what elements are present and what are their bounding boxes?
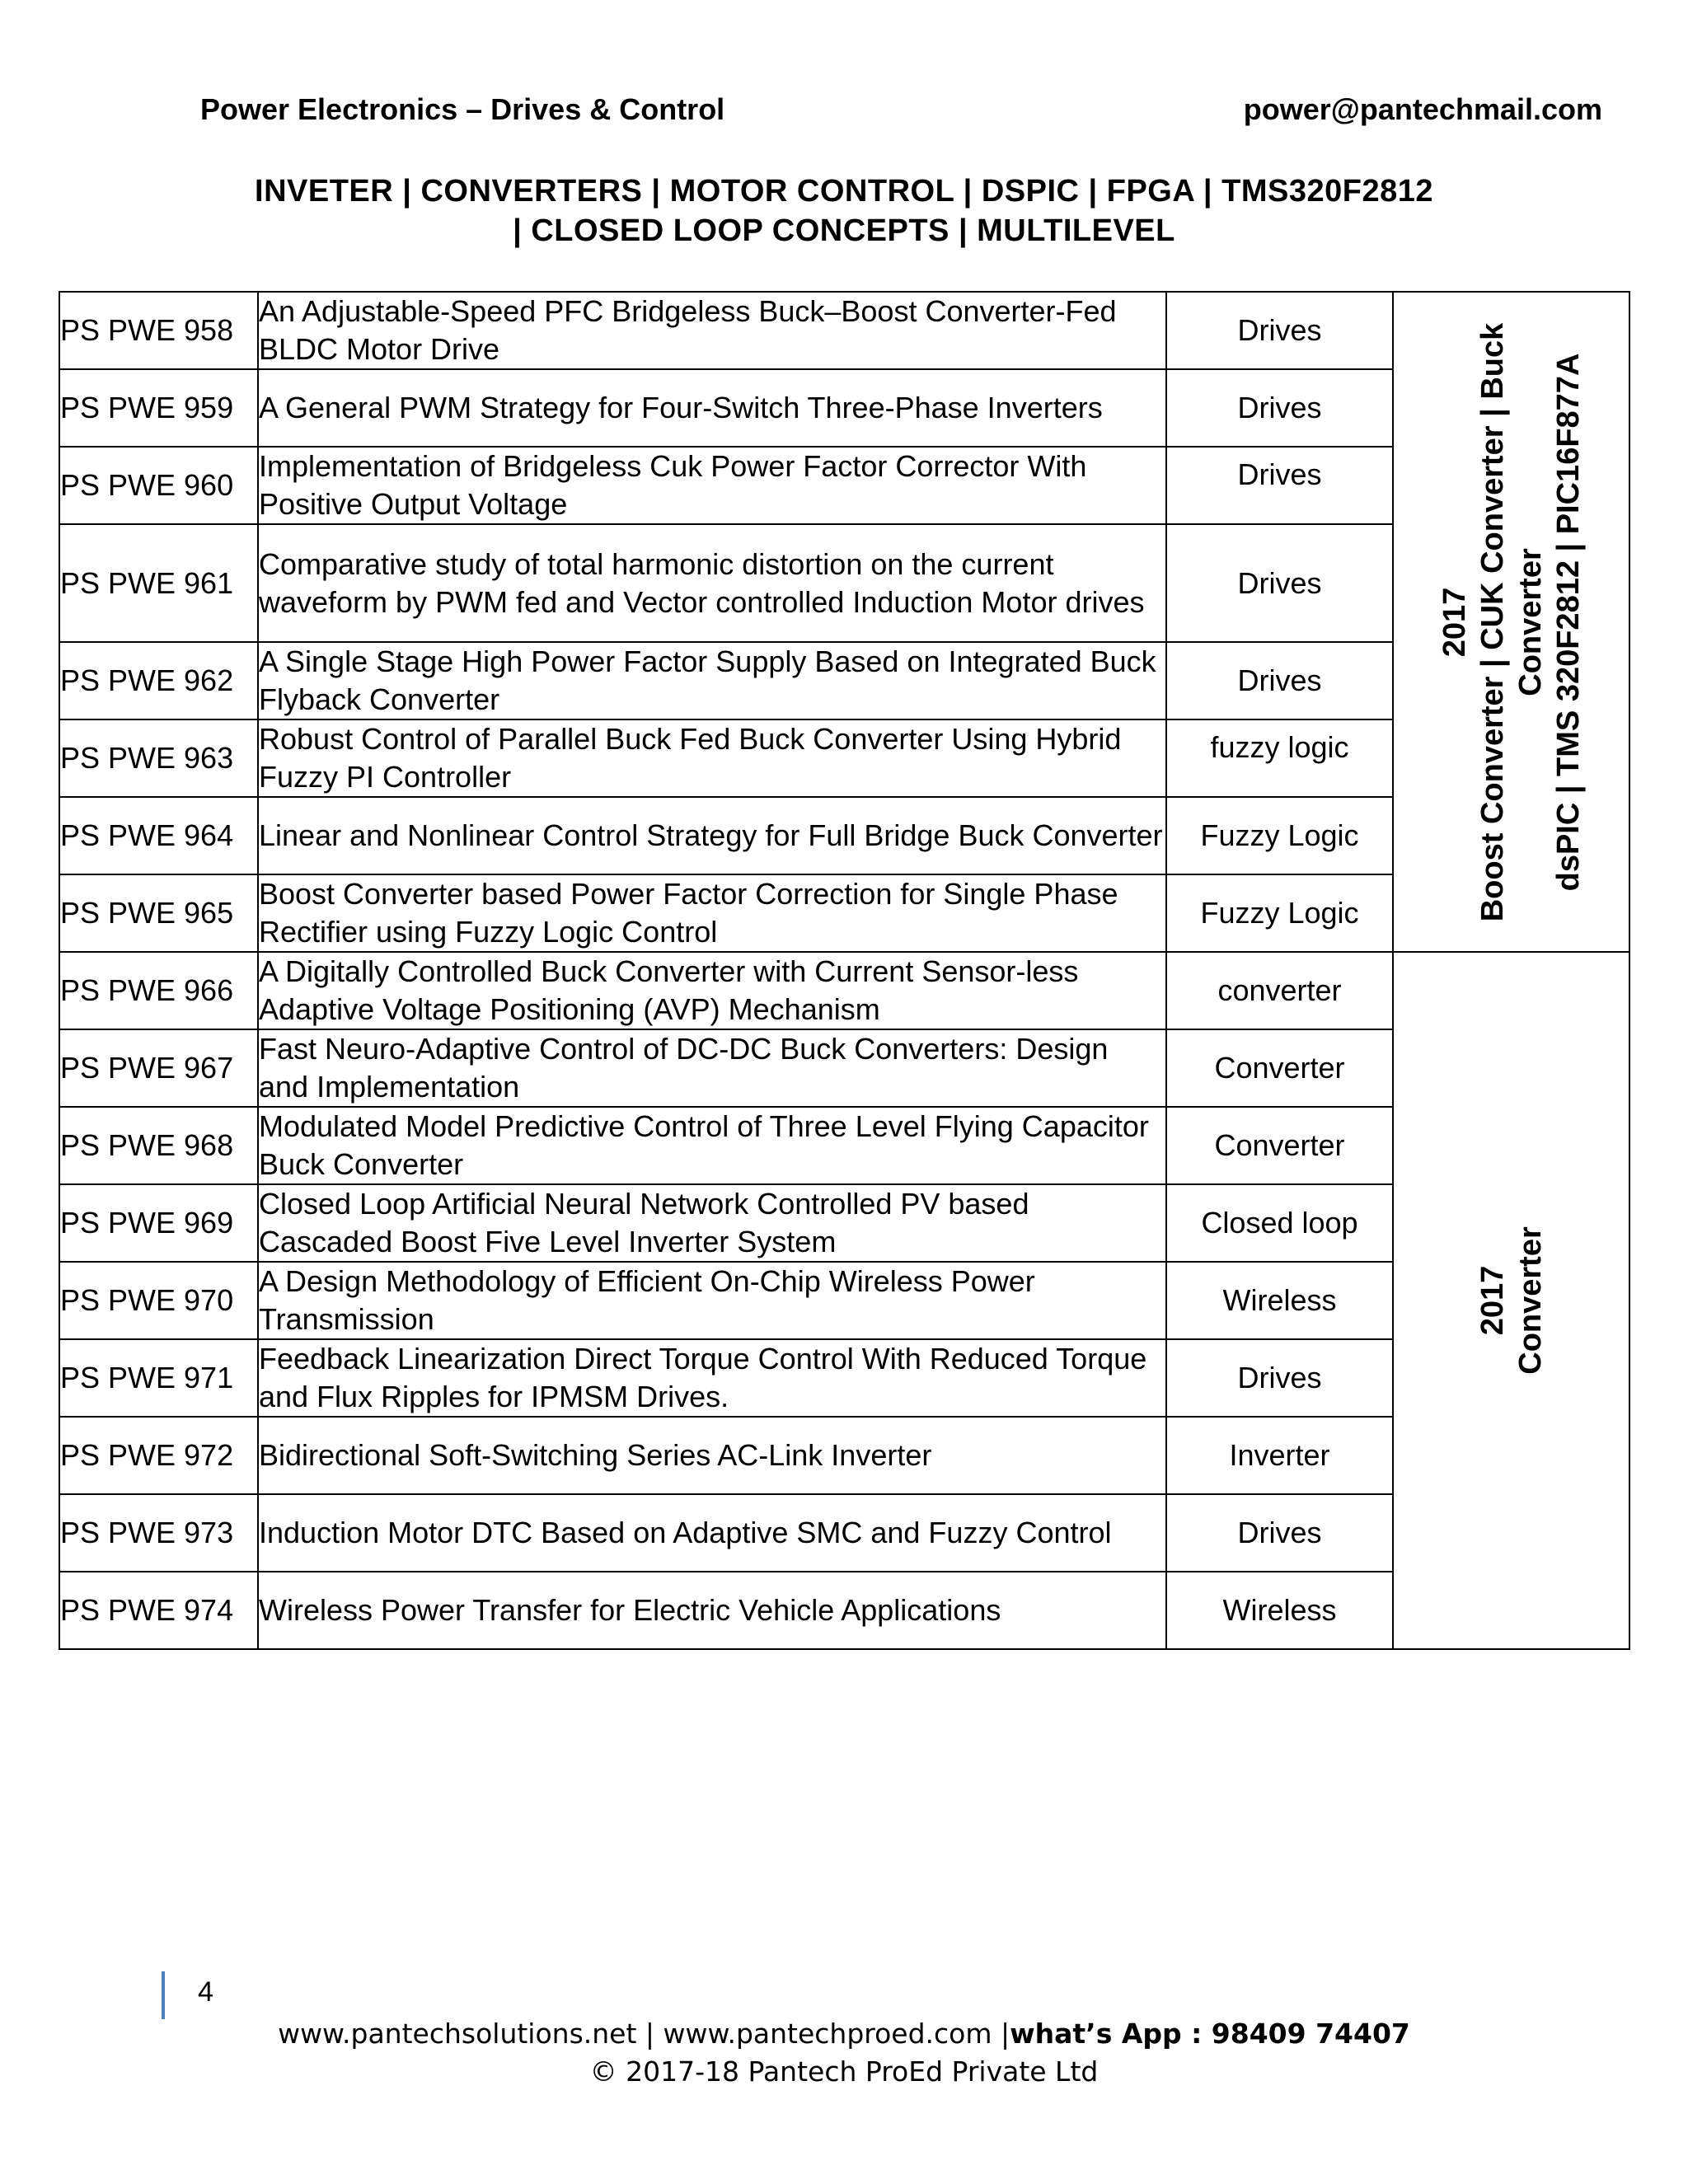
project-title: Closed Loop Artificial Neural Network Controlled PV based Cascaded Boost Five Level Inverter System: [258, 1184, 1166, 1262]
project-category: Drives: [1166, 1494, 1393, 1572]
project-category: converter: [1166, 952, 1393, 1029]
project-title: Linear and Nonlinear Control Strategy for Full Bridge Buck Converter: [258, 797, 1166, 874]
project-code: PS PWE 970: [59, 1262, 258, 1339]
project-title: Induction Motor DTC Based on Adaptive SMC and Fuzzy Control: [258, 1494, 1166, 1572]
page-number-bar: [162, 1971, 165, 2019]
table-row: [59, 292, 1629, 369]
table-row: [59, 952, 1629, 1029]
project-category: Inverter: [1166, 1417, 1393, 1494]
side-label-1-line-3: Converter: [1512, 547, 1548, 696]
projects-table: [59, 291, 1630, 1650]
project-category: Drives: [1166, 369, 1393, 447]
project-category: Drives: [1166, 1339, 1393, 1417]
project-title: Comparative study of total harmonic distortion on the current waveform by PWM fed and Vector controlled Induction Motor drives: [258, 524, 1166, 642]
subtitle-line-1: INVETER | CONVERTERS | MOTOR CONTROL | DSPIC | FPGA | TMS320F2812: [255, 174, 1433, 209]
project-title: A Digitally Controlled Buck Converter with Current Sensor-less Adaptive Voltage Positioning (AVP) Mechanism: [258, 952, 1166, 1029]
project-category: Converter: [1166, 1029, 1393, 1107]
header-email: power@pantechmail.com: [1243, 92, 1602, 126]
project-category: Fuzzy Logic: [1166, 797, 1393, 874]
project-category: Closed loop: [1166, 1184, 1393, 1262]
project-title: An Adjustable-Speed PFC Bridgeless Buck–Boost Converter-Fed BLDC Motor Drive: [258, 292, 1166, 369]
side-label-2: [1474, 1053, 1550, 1548]
project-code: PS PWE 964: [59, 797, 258, 874]
project-code: PS PWE 958: [59, 292, 258, 369]
project-title: Bidirectional Soft-Switching Series AC-Link Inverter: [258, 1417, 1166, 1494]
project-category: Drives: [1166, 447, 1393, 524]
project-category: Drives: [1166, 524, 1393, 642]
side-label-1-line-4: dsPIC | TMS 320F2812 | PIC16F877A: [1550, 353, 1586, 891]
project-category: fuzzy logic: [1166, 719, 1393, 797]
project-code: PS PWE 962: [59, 642, 258, 719]
project-code: PS PWE 967: [59, 1029, 258, 1107]
project-title: Robust Control of Parallel Buck Fed Buck Converter Using Hybrid Fuzzy PI Controller: [258, 719, 1166, 797]
header-title: Power Electronics – Drives & Control: [200, 92, 725, 126]
project-code: PS PWE 961: [59, 524, 258, 642]
project-code: PS PWE 963: [59, 719, 258, 797]
project-title: Wireless Power Transfer for Electric Vehicle Applications: [258, 1572, 1166, 1649]
project-title: Boost Converter based Power Factor Correction for Single Phase Rectifier using Fuzzy Logic Control: [258, 874, 1166, 952]
subtitle-line-2: | CLOSED LOOP CONCEPTS | MULTILEVEL: [513, 213, 1175, 248]
project-category: Wireless: [1166, 1262, 1393, 1339]
side-label-1: [1436, 284, 1587, 960]
project-code: PS PWE 969: [59, 1184, 258, 1262]
side-label-cell-1: [1393, 292, 1629, 952]
project-code: PS PWE 972: [59, 1417, 258, 1494]
footer-copyright: © 2017-18 Pantech ProEd Private Ltd: [589, 2055, 1099, 2088]
project-code: PS PWE 965: [59, 874, 258, 952]
project-title: Feedback Linearization Direct Torque Control With Reduced Torque and Flux Ripples for IPMSM Drives.: [258, 1339, 1166, 1417]
project-category: Converter: [1166, 1107, 1393, 1184]
project-code: PS PWE 960: [59, 447, 258, 524]
project-category: Drives: [1166, 642, 1393, 719]
project-code: PS PWE 973: [59, 1494, 258, 1572]
project-title: A General PWM Strategy for Four-Switch Three-Phase Inverters: [258, 369, 1166, 447]
side-label-1-line-1: 2017: [1437, 587, 1472, 657]
project-title: Modulated Model Predictive Control of Three Level Flying Capacitor Buck Converter: [258, 1107, 1166, 1184]
footer-whatsapp: what’s App : 98409 74407: [1010, 2018, 1410, 2050]
project-category: Drives: [1166, 292, 1393, 369]
project-code: PS PWE 974: [59, 1572, 258, 1649]
side-label-cell-2: [1393, 952, 1629, 1649]
project-title: Implementation of Bridgeless Cuk Power Factor Corrector With Positive Output Voltage: [258, 447, 1166, 524]
project-code: PS PWE 968: [59, 1107, 258, 1184]
side-label-2-line-1: 2017: [1475, 1265, 1510, 1336]
project-category: Wireless: [1166, 1572, 1393, 1649]
project-title: A Single Stage High Power Factor Supply Based on Integrated Buck Flyback Converter: [258, 642, 1166, 719]
footer-websites: www.pantechsolutions.net | www.pantechproed.com |: [278, 2018, 1010, 2050]
side-label-1-line-2: Boost Converter | CUK Converter | Buck: [1475, 322, 1510, 921]
project-title: Fast Neuro-Adaptive Control of DC-DC Buck Converters: Design and Implementation: [258, 1029, 1166, 1107]
page-number: 4: [198, 1976, 213, 2008]
project-category: Fuzzy Logic: [1166, 874, 1393, 952]
project-code: PS PWE 971: [59, 1339, 258, 1417]
footer-links: [0, 2018, 1688, 2050]
project-title: A Design Methodology of Efficient On-Chip Wireless Power Transmission: [258, 1262, 1166, 1339]
project-code: PS PWE 966: [59, 952, 258, 1029]
side-label-2-line-2: Converter: [1512, 1226, 1548, 1375]
project-code: PS PWE 959: [59, 369, 258, 447]
